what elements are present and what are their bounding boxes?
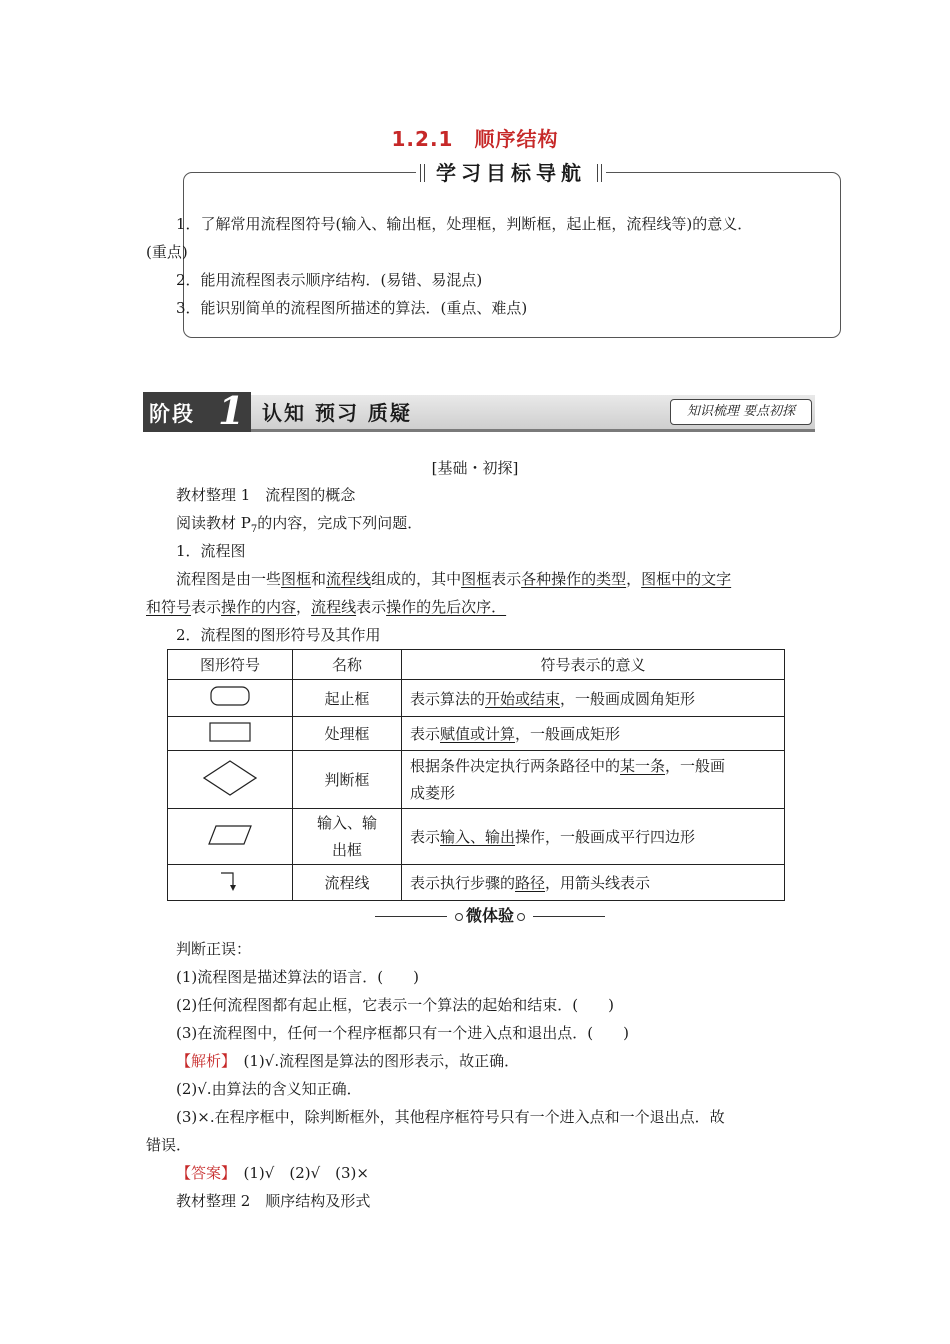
table-row — [168, 680, 785, 717]
answer: 【答案】 (1)√ (2)√ (3)× — [176, 1164, 369, 1182]
table-header: 名称 — [293, 650, 402, 680]
section-heading-2: 教材整理 2 顺序结构及形式 — [176, 1192, 371, 1210]
table-row — [168, 751, 785, 809]
analysis-3-cont: 错误． — [146, 1136, 192, 1154]
definition-line-2: 和符号表示操作的内容，流程线表示操作的先后次序． — [146, 598, 507, 616]
question-2: (2)任何流程图都有起止框，它表示一个算法的起始和结束．( ) — [176, 996, 614, 1014]
item-1: 1．流程图 — [176, 542, 246, 560]
analysis-label: 【解析】 — [176, 1052, 229, 1070]
read-instruction: 阅读教材 $P_7$的内容，完成下列问题． — [176, 514, 423, 535]
stage-badge — [143, 388, 251, 433]
io-symbol-icon — [168, 809, 293, 865]
flowline-symbol-icon — [168, 865, 293, 901]
question-1: (1)流程图是描述算法的语言．( ) — [176, 968, 419, 986]
symbol-name: 起止框 — [293, 680, 402, 717]
table-header-row — [168, 650, 785, 680]
practice-heading: 微体验 — [375, 904, 605, 928]
analysis-1: 【解析】 (1)√.流程图是算法的图形表示，故正确． — [176, 1052, 520, 1070]
section-heading-1: 教材整理 1 流程图的概念 — [176, 486, 356, 504]
decision-symbol-icon — [168, 751, 293, 809]
table-header: 符号表示的意义 — [402, 650, 785, 680]
definition-line-1: 流程图是由一些图框和流程线组成的，其中图框表示各种操作的类型，图框中的文字 — [176, 570, 732, 588]
goal-2: 2．能用流程图表示顺序结构．(易错、易混点) — [176, 271, 483, 289]
stage-number: 1 — [218, 388, 245, 433]
goal-1-cont: (重点) — [146, 243, 188, 261]
process-symbol-icon — [168, 717, 293, 751]
item-2: 2．流程图的图形符号及其作用 — [176, 626, 381, 644]
goal-3: 3．能识别简单的流程图所描述的算法．(重点、难点) — [176, 299, 528, 317]
learning-goals-heading: 学习目标导航 — [416, 158, 606, 188]
stage-title: 认知 预习 质疑 — [262, 401, 412, 425]
analysis-3: (3)×.在程序框中，除判断框外，其他程序框符号只有一个进入点和一个退出点．故 — [176, 1108, 725, 1126]
table-row — [168, 865, 785, 901]
stage-tag: 知识梳理 要点初探 — [670, 399, 812, 425]
section-tag: [基础・初探] — [431, 459, 519, 477]
stage-label: 阶段 — [149, 402, 195, 426]
symbol-name: 流程线 — [293, 865, 402, 901]
analysis-2: (2)√.由算法的含义知正确． — [176, 1080, 362, 1098]
terminal-symbol-icon — [168, 680, 293, 717]
symbol-name: 输入、输 出框 — [293, 809, 402, 865]
symbol-meaning: 表示赋值或计算，一般画成矩形 — [402, 717, 785, 751]
table-row — [168, 809, 785, 865]
table-row — [168, 717, 785, 751]
goal-1: 1．了解常用流程图符号(输入、输出框，处理框，判断框，起止框，流程线等)的意义． — [176, 215, 753, 233]
page-title: 1.2.1 顺序结构 — [391, 127, 559, 151]
practice-intro: 判断正误： — [176, 940, 252, 958]
symbol-table — [167, 649, 785, 901]
symbol-meaning: 表示算法的开始或结束，一般画成圆角矩形 — [402, 680, 785, 717]
symbol-meaning: 表示输入、输出操作，一般画成平行四边形 — [402, 809, 785, 865]
table-header: 图形符号 — [168, 650, 293, 680]
symbol-meaning: 表示执行步骤的路径，用箭头线表示 — [402, 865, 785, 901]
symbol-name: 处理框 — [293, 717, 402, 751]
question-3: (3)在流程图中，任何一个程序框都只有一个进入点和退出点．( ) — [176, 1024, 629, 1042]
symbol-meaning: 根据条件决定执行两条路径中的某一条，一般画 成菱形 — [402, 751, 785, 809]
answer-label: 【答案】 — [176, 1164, 229, 1182]
symbol-name: 判断框 — [293, 751, 402, 809]
